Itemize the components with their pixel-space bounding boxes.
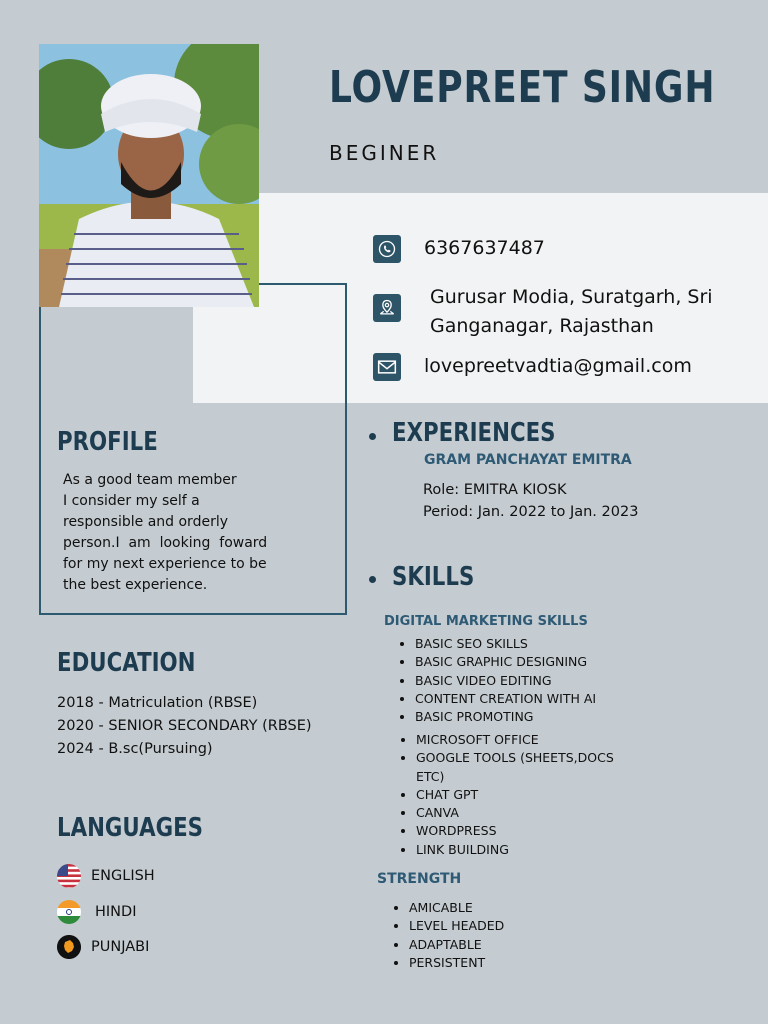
education-item: 2018 - Matriculation (RBSE) bbox=[57, 695, 258, 711]
skill-item: • BASIC PROMOTING bbox=[415, 708, 596, 726]
email-address[interactable]: lovepreetvadtia@gmail.com bbox=[424, 355, 692, 377]
skill-item: • CANVA bbox=[416, 804, 646, 822]
language-label: ENGLISH bbox=[91, 868, 155, 884]
education-heading: EDUCATION bbox=[57, 648, 196, 678]
profile-line: person.I am looking foward bbox=[63, 535, 268, 551]
address bbox=[430, 283, 713, 341]
address-line-1: Gurusar Modia, Suratgarh, Sri bbox=[430, 286, 713, 308]
experiences-heading: EXPERIENCES bbox=[392, 418, 556, 448]
phone-icon bbox=[373, 235, 401, 263]
skills-heading: SKILLS bbox=[392, 562, 475, 592]
profile-line: the best experience. bbox=[63, 577, 208, 593]
india-flag-icon bbox=[57, 900, 81, 924]
strength-heading: STRENGTH bbox=[377, 871, 462, 887]
skills-subheading: DIGITAL MARKETING SKILLS bbox=[384, 614, 588, 629]
address-line-2: Ganganagar, Rajasthan bbox=[430, 315, 654, 337]
experience-role: Role: EMITRA KIOSK bbox=[423, 482, 567, 498]
location-pin-icon bbox=[373, 294, 401, 322]
skill-item: • CONTENT CREATION WITH AI bbox=[415, 690, 596, 708]
profile-text bbox=[63, 470, 278, 596]
profile-line: I consider my self a bbox=[63, 493, 200, 509]
education-item: 2024 - B.sc(Pursuing) bbox=[57, 741, 213, 757]
strength-item: • ADAPTABLE bbox=[409, 936, 504, 954]
punjab-map-icon bbox=[57, 935, 81, 959]
skill-item: • GOOGLE TOOLS (SHEETS,DOCS bbox=[416, 749, 646, 767]
skill-item: • MICROSOFT OFFICE bbox=[416, 731, 646, 749]
skill-item: • BASIC VIDEO EDITING bbox=[415, 672, 596, 690]
language-item-hindi bbox=[57, 900, 136, 924]
skill-item: • CHAT GPT bbox=[416, 786, 646, 804]
language-item-english bbox=[57, 864, 155, 888]
experience-details bbox=[423, 479, 638, 523]
skill-item: • BASIC SEO SKILLS bbox=[415, 635, 596, 653]
strength-item: • PERSISTENT bbox=[409, 954, 504, 972]
job-title: BEGINER bbox=[329, 141, 440, 165]
experience-org: GRAM PANCHAYAT EMITRA bbox=[424, 452, 632, 468]
profile-photo bbox=[39, 44, 259, 307]
person-name: LOVEPREET SINGH bbox=[329, 62, 716, 113]
profile-line: responsible and orderly bbox=[63, 514, 228, 530]
skills-list-marketing bbox=[397, 635, 596, 726]
profile-line: for my next experience to be bbox=[63, 556, 267, 572]
language-label: HINDI bbox=[95, 904, 137, 920]
phone-number: 6367637487 bbox=[424, 237, 545, 259]
strength-item: • AMICABLE bbox=[409, 899, 504, 917]
bullet-icon bbox=[369, 433, 376, 440]
mail-icon bbox=[373, 353, 401, 381]
profile-line: As a good team member bbox=[63, 472, 237, 488]
skill-item: • BASIC GRAPHIC DESIGNING bbox=[415, 653, 596, 671]
skill-item: ETC) bbox=[416, 768, 445, 784]
us-flag-icon bbox=[57, 864, 81, 888]
language-label: PUNJABI bbox=[91, 939, 150, 955]
bullet-icon bbox=[369, 576, 376, 583]
skills-list-tools bbox=[398, 731, 646, 859]
languages-heading: LANGUAGES bbox=[57, 813, 204, 843]
skill-item: • LINK BUILDING bbox=[416, 841, 646, 859]
experience-period: Period: Jan. 2022 to Jan. 2023 bbox=[423, 504, 639, 520]
strength-item: • LEVEL HEADED bbox=[409, 917, 504, 935]
education-list bbox=[57, 692, 312, 761]
education-item: 2020 - SENIOR SECONDARY (RBSE) bbox=[57, 718, 312, 734]
language-item-punjabi bbox=[57, 935, 149, 959]
strength-list bbox=[391, 899, 504, 972]
profile-heading: PROFILE bbox=[57, 427, 158, 457]
skill-item: • WORDPRESS bbox=[416, 822, 646, 840]
